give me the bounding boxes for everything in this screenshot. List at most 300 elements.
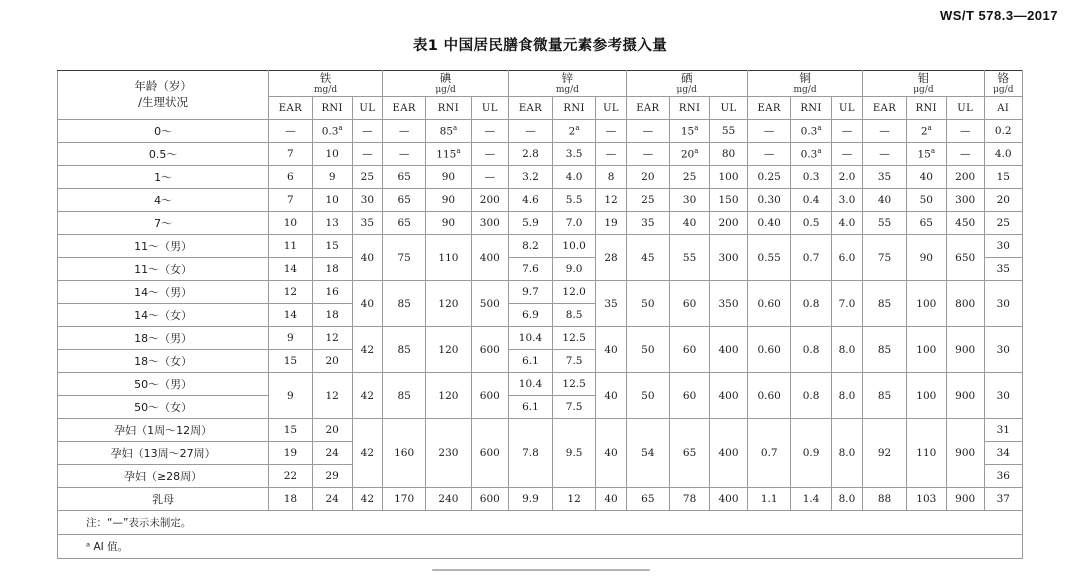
cell-mo-1: 65	[906, 212, 946, 235]
cell-zn-1: 10.0	[552, 235, 596, 258]
cell-cu-2: 2.0	[831, 166, 863, 189]
footnote-marker: a	[817, 124, 822, 133]
subcolumn-header-钼-RNI: RNI	[906, 97, 946, 120]
cell-cu-1: 0.4	[791, 189, 831, 212]
cell-cu-1: 0.3	[791, 166, 831, 189]
cell-fe-0: 15	[269, 419, 312, 442]
group-name-mo: 钼	[917, 70, 930, 85]
note-undefined-dash: 注：“—”表示未制定。	[58, 511, 1023, 535]
cell-zn-1: 12.5	[552, 327, 596, 350]
cell-fe-0: 7	[269, 143, 312, 166]
table-head	[58, 71, 1023, 120]
cell-se-1: 78	[670, 488, 710, 511]
row-label: 14～（男）	[58, 281, 269, 304]
cell-fe-0: —	[269, 120, 312, 143]
cell-i-2: 600	[471, 327, 509, 373]
cell-fe-0: 14	[269, 258, 312, 281]
cell-zn-1: 8.5	[552, 304, 596, 327]
row-label: 1～	[58, 166, 269, 189]
cell-cr-ai: 35	[984, 258, 1022, 281]
cell-fe-2: 40	[352, 281, 382, 327]
cell-i-2: —	[471, 166, 509, 189]
group-unit-zn: mg/d	[555, 84, 579, 95]
group-unit-cr: μg/d	[993, 84, 1014, 95]
cell-mo-1: 100	[906, 327, 946, 373]
cell-i-0: 65	[382, 189, 425, 212]
cell-i-0: 65	[382, 166, 425, 189]
subcolumn-header-锌-UL: UL	[596, 97, 626, 120]
cell-fe-1: 12	[312, 327, 352, 350]
cell-zn-0: —	[509, 120, 553, 143]
footnote-marker: a	[930, 147, 936, 156]
cell-fe-0: 6	[269, 166, 312, 189]
cell-cr-ai: 30	[984, 327, 1022, 373]
cell-i-1: 120	[426, 327, 471, 373]
cell-mo-0: 92	[863, 419, 906, 488]
cell-zn-1: 2$^a$	[552, 120, 596, 143]
cell-cr-ai: 0.2	[984, 120, 1022, 143]
cell-se-1: 55	[670, 235, 710, 281]
cell-fe-0: 9	[269, 327, 312, 350]
cell-i-1: 230	[426, 419, 471, 488]
cell-se-0: 25	[626, 189, 669, 212]
group-unit-fe: mg/d	[314, 84, 338, 95]
cell-se-2: 400	[710, 327, 748, 373]
table-row	[58, 281, 1023, 304]
cell-fe-1: 24	[312, 442, 352, 465]
cell-i-0: 85	[382, 281, 425, 327]
cell-se-1: 15$^a$	[670, 120, 710, 143]
cell-i-2: 500	[471, 281, 509, 327]
row-label: 4～	[58, 189, 269, 212]
cell-zn-2: 40	[596, 373, 626, 419]
cell-i-0: —	[382, 143, 425, 166]
data-table	[57, 70, 1023, 559]
row-label: 11～（女）	[58, 258, 269, 281]
cell-zn-2: 8	[596, 166, 626, 189]
cell-se-0: —	[626, 143, 669, 166]
cell-cr-ai: 31	[984, 419, 1022, 442]
cell-se-2: 80	[710, 143, 748, 166]
cell-i-1: 90	[426, 212, 471, 235]
group-header-cr	[984, 71, 1022, 97]
footnote-marker: a	[456, 147, 461, 156]
cell-se-1: 25	[670, 166, 710, 189]
row-label: 50～（女）	[58, 396, 269, 419]
cell-fe-0: 7	[269, 189, 312, 212]
table-row	[58, 189, 1023, 212]
cell-zn-0: 9.9	[509, 488, 553, 511]
row-label: 孕妇（1周～12周）	[58, 419, 269, 442]
cell-cu-0: 0.60	[747, 373, 791, 419]
footnote-marker: a	[694, 147, 699, 156]
row-label: 50～（男）	[58, 373, 269, 396]
subcolumn-header-硒-RNI: RNI	[670, 97, 710, 120]
cell-mo-0: 55	[863, 212, 906, 235]
cell-mo-2: —	[946, 143, 984, 166]
cell-cu-1: 0.3$^a$	[791, 143, 831, 166]
group-header-row	[58, 71, 1023, 97]
cell-cr-ai: 15	[984, 166, 1022, 189]
cell-fe-1: 15	[312, 235, 352, 258]
cell-mo-2: 900	[946, 488, 984, 511]
cell-zn-2: 28	[596, 235, 626, 281]
cell-mo-1: 40	[906, 166, 946, 189]
footnote-marker: a	[453, 124, 458, 133]
table-body	[58, 120, 1023, 511]
cell-cu-1: 0.5	[791, 212, 831, 235]
note-row	[58, 535, 1023, 559]
cell-i-1: 90	[426, 189, 471, 212]
table-row	[58, 488, 1023, 511]
row-label: 11～（男）	[58, 235, 269, 258]
cell-fe-2: 42	[352, 488, 382, 511]
cell-zn-0: 8.2	[509, 235, 553, 258]
cell-cu-1: 0.8	[791, 281, 831, 327]
table-notes	[58, 511, 1023, 559]
cell-se-0: 50	[626, 373, 669, 419]
group-unit-se: μg/d	[676, 84, 697, 95]
cell-mo-2: 900	[946, 419, 984, 488]
cell-fe-1: 12	[312, 373, 352, 419]
cell-zn-2: 19	[596, 212, 626, 235]
table-row	[58, 143, 1023, 166]
cell-zn-0: 10.4	[509, 373, 553, 396]
cell-mo-1: 50	[906, 189, 946, 212]
cell-mo-0: —	[863, 143, 906, 166]
cell-cu-0: 0.30	[747, 189, 791, 212]
cell-mo-0: —	[863, 120, 906, 143]
group-name-i: 碘	[439, 70, 452, 85]
cell-mo-2: 300	[946, 189, 984, 212]
cell-zn-1: 7.5	[552, 396, 596, 419]
footnote-marker: a	[927, 124, 932, 133]
cell-se-0: 50	[626, 327, 669, 373]
table-row	[58, 373, 1023, 396]
cell-zn-2: —	[596, 143, 626, 166]
cell-fe-1: 20	[312, 350, 352, 373]
cell-cu-1: 1.4	[791, 488, 831, 511]
cell-cu-1: 0.3$^a$	[791, 120, 831, 143]
cell-fe-2: 42	[352, 327, 382, 373]
cell-fe-0: 9	[269, 373, 312, 419]
subcolumn-header-铬-AI: AI	[984, 97, 1022, 120]
cell-mo-0: 85	[863, 327, 906, 373]
cell-se-2: 300	[710, 235, 748, 281]
cell-mo-2: 200	[946, 166, 984, 189]
cell-i-0: 170	[382, 488, 425, 511]
cell-i-1: 85$^a$	[426, 120, 471, 143]
cell-i-2: 600	[471, 373, 509, 419]
subcolumn-header-铜-RNI: RNI	[791, 97, 831, 120]
group-header-fe	[269, 71, 383, 97]
table-title: 表1 中国居民膳食微量元素参考摄入量	[412, 38, 668, 54]
table-row	[58, 235, 1023, 258]
cell-se-1: 20$^a$	[670, 143, 710, 166]
cell-zn-2: 12	[596, 189, 626, 212]
cell-fe-0: 22	[269, 465, 312, 488]
cell-fe-2: 30	[352, 189, 382, 212]
cell-fe-0: 19	[269, 442, 312, 465]
standard-code: WS/T 578.3—2017	[939, 8, 1058, 23]
row-label: 0.5～	[58, 143, 269, 166]
cell-zn-1: 9.5	[552, 419, 596, 488]
cell-cr-ai: 37	[984, 488, 1022, 511]
cell-fe-2: 35	[352, 212, 382, 235]
cell-cu-0: 0.40	[747, 212, 791, 235]
subcolumn-header-钼-UL: UL	[946, 97, 984, 120]
cell-zn-1: 7.0	[552, 212, 596, 235]
cell-se-2: 100	[710, 166, 748, 189]
cell-mo-0: 75	[863, 235, 906, 281]
cell-mo-1: 90	[906, 235, 946, 281]
cell-fe-0: 10	[269, 212, 312, 235]
cell-mo-0: 85	[863, 373, 906, 419]
cell-cu-0: —	[747, 143, 791, 166]
cell-mo-1: 100	[906, 373, 946, 419]
row-label: 孕妇（≥28周）	[58, 465, 269, 488]
cell-fe-1: 9	[312, 166, 352, 189]
cell-mo-2: 800	[946, 281, 984, 327]
cell-zn-1: 12.5	[552, 373, 596, 396]
subcolumn-header-锌-EAR: EAR	[509, 97, 553, 120]
cell-i-1: 240	[426, 488, 471, 511]
row-label: 0～	[58, 120, 269, 143]
cell-se-2: 400	[710, 488, 748, 511]
cell-se-1: 40	[670, 212, 710, 235]
cell-cu-2: 3.0	[831, 189, 863, 212]
cell-fe-0: 15	[269, 350, 312, 373]
subcolumn-header-铁-RNI: RNI	[312, 97, 352, 120]
subcolumn-header-锌-RNI: RNI	[552, 97, 596, 120]
cell-se-2: 350	[710, 281, 748, 327]
subcolumn-header-钼-EAR: EAR	[863, 97, 906, 120]
cell-i-2: 600	[471, 419, 509, 488]
cell-zn-1: 12.0	[552, 281, 596, 304]
cell-i-0: 160	[382, 419, 425, 488]
cell-cu-2: —	[831, 120, 863, 143]
cell-cu-0: 0.55	[747, 235, 791, 281]
subcolumn-header-碘-EAR: EAR	[382, 97, 425, 120]
group-header-cu	[747, 71, 862, 97]
cell-se-0: 65	[626, 488, 669, 511]
cell-i-2: 400	[471, 235, 509, 281]
cell-cu-1: 0.8	[791, 373, 831, 419]
cell-i-1: 90	[426, 166, 471, 189]
cell-i-1: 115$^a$	[426, 143, 471, 166]
cell-zn-1: 12	[552, 488, 596, 511]
cell-fe-1: 18	[312, 258, 352, 281]
group-name-cr: 铬	[997, 70, 1009, 85]
cell-cu-0: 1.1	[747, 488, 791, 511]
cell-fe-1: 24	[312, 488, 352, 511]
cell-i-2: 600	[471, 488, 509, 511]
cell-se-1: 65	[670, 419, 710, 488]
cell-i-0: —	[382, 120, 425, 143]
cell-zn-2: 40	[596, 419, 626, 488]
group-header-mo	[863, 71, 984, 97]
cell-fe-1: 18	[312, 304, 352, 327]
cell-cr-ai: 25	[984, 212, 1022, 235]
subcolumn-header-铁-EAR: EAR	[269, 97, 312, 120]
row-label: 18～（女）	[58, 350, 269, 373]
note-row	[58, 511, 1023, 535]
cell-se-0: —	[626, 120, 669, 143]
cell-cu-1: 0.8	[791, 327, 831, 373]
cell-zn-1: 3.5	[552, 143, 596, 166]
cell-cu-2: 8.0	[831, 419, 863, 488]
subcolumn-header-铁-UL: UL	[352, 97, 382, 120]
cell-se-2: 200	[710, 212, 748, 235]
table-row	[58, 327, 1023, 350]
cell-fe-2: 40	[352, 235, 382, 281]
cell-se-2: 400	[710, 373, 748, 419]
cell-zn-0: 4.6	[509, 189, 553, 212]
cell-i-1: 120	[426, 373, 471, 419]
cell-zn-2: 35	[596, 281, 626, 327]
cell-fe-0: 18	[269, 488, 312, 511]
cell-se-2: 55	[710, 120, 748, 143]
bottom-decorative-rule	[432, 569, 650, 571]
cell-cu-0: 0.60	[747, 327, 791, 373]
cell-cr-ai: 34	[984, 442, 1022, 465]
cell-mo-1: 110	[906, 419, 946, 488]
cell-mo-0: 40	[863, 189, 906, 212]
cell-cu-0: —	[747, 120, 791, 143]
cell-fe-2: 42	[352, 419, 382, 488]
cell-zn-2: 40	[596, 327, 626, 373]
cell-mo-2: 650	[946, 235, 984, 281]
cell-fe-1: 29	[312, 465, 352, 488]
cell-se-1: 60	[670, 281, 710, 327]
cell-fe-1: 13	[312, 212, 352, 235]
cell-se-0: 35	[626, 212, 669, 235]
row-label: 7～	[58, 212, 269, 235]
row-label-header	[58, 71, 269, 120]
cell-se-2: 150	[710, 189, 748, 212]
cell-fe-0: 12	[269, 281, 312, 304]
cell-mo-1: 2$^a$	[906, 120, 946, 143]
cell-i-2: 200	[471, 189, 509, 212]
cell-cu-2: —	[831, 143, 863, 166]
row-label: 孕妇（13周～27周）	[58, 442, 269, 465]
cell-i-0: 85	[382, 327, 425, 373]
cell-se-1: 60	[670, 327, 710, 373]
cell-i-0: 75	[382, 235, 425, 281]
cell-zn-1: 5.5	[552, 189, 596, 212]
cell-fe-1: 0.3$^a$	[312, 120, 352, 143]
cell-se-2: 400	[710, 419, 748, 488]
cell-zn-2: —	[596, 120, 626, 143]
cell-zn-0: 6.9	[509, 304, 553, 327]
cell-mo-2: —	[946, 120, 984, 143]
cell-cr-ai: 30	[984, 281, 1022, 327]
cell-fe-2: 42	[352, 373, 382, 419]
cell-cr-ai: 30	[984, 235, 1022, 258]
row-label-header-line2: /生理状况	[138, 95, 189, 109]
cell-i-0: 65	[382, 212, 425, 235]
subcolumn-header-碘-UL: UL	[471, 97, 509, 120]
cell-zn-0: 6.1	[509, 350, 553, 373]
cell-fe-1: 20	[312, 419, 352, 442]
cell-se-0: 20	[626, 166, 669, 189]
cell-i-0: 85	[382, 373, 425, 419]
row-label-header-line1: 年龄（岁）	[134, 79, 192, 94]
subcolumn-header-硒-UL: UL	[710, 97, 748, 120]
cell-zn-1: 4.0	[552, 166, 596, 189]
cell-fe-2: —	[352, 120, 382, 143]
cell-mo-2: 900	[946, 373, 984, 419]
cell-cr-ai: 36	[984, 465, 1022, 488]
cell-mo-0: 88	[863, 488, 906, 511]
cell-cu-2: 8.0	[831, 488, 863, 511]
cell-cr-ai: 30	[984, 373, 1022, 419]
subcolumn-header-硒-EAR: EAR	[626, 97, 669, 120]
cell-cu-2: 8.0	[831, 327, 863, 373]
table-row	[58, 419, 1023, 442]
footnote-marker: a	[338, 124, 343, 133]
cell-zn-0: 5.9	[509, 212, 553, 235]
cell-i-1: 110	[426, 235, 471, 281]
cell-i-2: —	[471, 120, 509, 143]
cell-cu-0: 0.7	[747, 419, 791, 488]
cell-fe-2: —	[352, 143, 382, 166]
cell-zn-0: 2.8	[509, 143, 553, 166]
cell-zn-0: 7.8	[509, 419, 553, 488]
group-name-zn: 锌	[561, 70, 574, 85]
subcolumn-header-碘-RNI: RNI	[426, 97, 471, 120]
cell-mo-2: 900	[946, 327, 984, 373]
cell-fe-2: 25	[352, 166, 382, 189]
group-unit-i: μg/d	[435, 84, 456, 95]
cell-i-2: —	[471, 143, 509, 166]
cell-cr-ai: 4.0	[984, 143, 1022, 166]
cell-cu-2: 4.0	[831, 212, 863, 235]
row-label: 乳母	[58, 488, 269, 511]
cell-fe-0: 14	[269, 304, 312, 327]
nutrient-reference-intake-table	[57, 70, 1023, 559]
cell-cr-ai: 20	[984, 189, 1022, 212]
cell-fe-1: 10	[312, 189, 352, 212]
cell-cu-0: 0.25	[747, 166, 791, 189]
footnote-marker: a	[817, 147, 822, 156]
cell-cu-2: 7.0	[831, 281, 863, 327]
cell-mo-1: 15$^a$	[906, 143, 946, 166]
cell-cu-1: 0.7	[791, 235, 831, 281]
row-label: 14～（女）	[58, 304, 269, 327]
table-row	[58, 212, 1023, 235]
cell-cu-2: 6.0	[831, 235, 863, 281]
cell-fe-1: 16	[312, 281, 352, 304]
table-row	[58, 120, 1023, 143]
cell-se-1: 60	[670, 373, 710, 419]
cell-i-1: 120	[426, 281, 471, 327]
row-label: 18～（男）	[58, 327, 269, 350]
cell-se-0: 54	[626, 419, 669, 488]
subcolumn-header-铜-EAR: EAR	[747, 97, 791, 120]
note-ai-value: ᵃ AI 值。	[58, 535, 1023, 559]
cell-zn-0: 9.7	[509, 281, 553, 304]
group-header-zn	[509, 71, 626, 97]
cell-mo-1: 103	[906, 488, 946, 511]
cell-se-1: 30	[670, 189, 710, 212]
group-unit-cu: mg/d	[793, 84, 817, 95]
cell-se-0: 45	[626, 235, 669, 281]
cell-cu-1: 0.9	[791, 419, 831, 488]
footnote-marker: a	[694, 124, 699, 133]
cell-mo-0: 85	[863, 281, 906, 327]
cell-cu-2: 8.0	[831, 373, 863, 419]
